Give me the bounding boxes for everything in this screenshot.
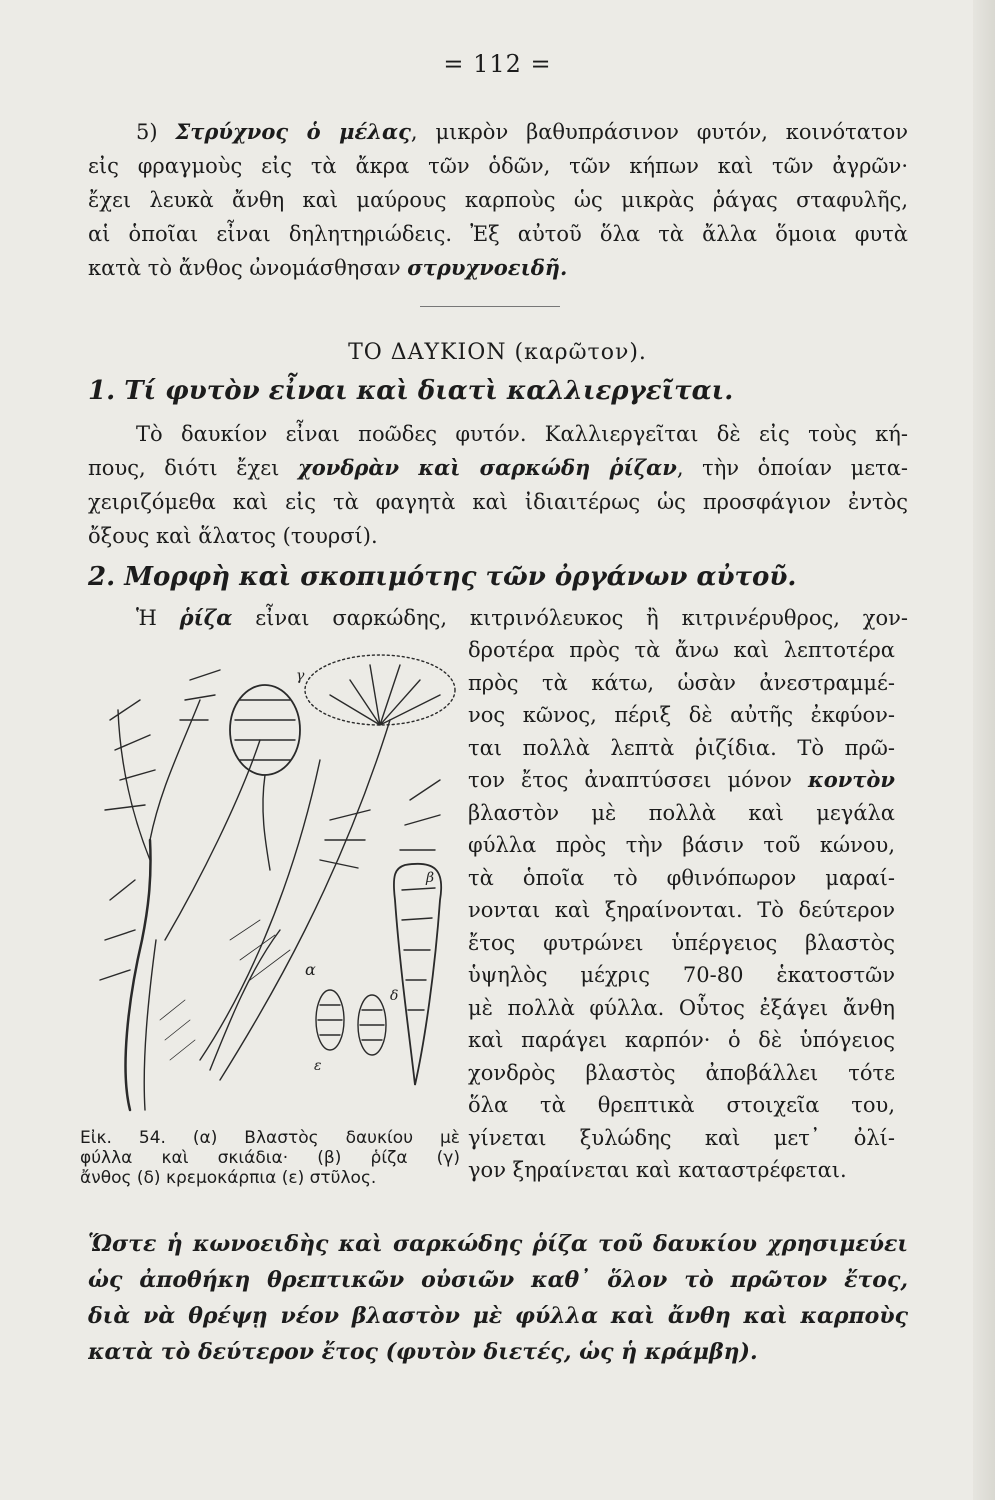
closing-line-3: διὰ νὰ θρέψῃ νέον βλαστὸν μὲ φύλλα καὶ ἄνθη καὶ καρποὺς [88, 1303, 908, 1329]
para3-pre: Ἡ [136, 606, 180, 630]
column-line: φύλλα πρὸς τὴν βάσιν τοῦ κώνου, [468, 833, 895, 857]
para2-line2-pre: πους, διότι ἔχει [88, 456, 298, 480]
caption-line-3: ἄνθος (δ) κρεμοκάρπια (ε) στῦλος. [80, 1168, 377, 1188]
closing-line-1: Ὥστε ἡ κωνοειδὴς καὶ σαρκώδης ῥίζα τοῦ δαυκίου χρησιμεύει [88, 1231, 908, 1257]
figure-label-e: ε [314, 1058, 322, 1074]
column-line: νονται καὶ ξηραίνονται. Τὸ δεύτερον [468, 898, 895, 922]
closing-line-2: ὡς ἀποθήκη θρεπτικῶν οὐσιῶν καθ᾽ ὅλον τὸ πρῶτον ἔτος, [88, 1267, 908, 1293]
figure-label-a: α [305, 960, 316, 979]
emphasized-term: κοντὸν [807, 767, 895, 792]
para1-line1 [136, 116, 908, 148]
closing-line-4: κατὰ τὸ δεύτερον ἔτος (φυτὸν διετές, ὡς ἡ κράμβη). [88, 1339, 758, 1365]
para2-line4: ὄξους καὶ ἅλατος (τουρσί). [88, 524, 378, 548]
column-line: τον ἔτος ἀναπτύσσει μόνον κοντὸν [468, 767, 895, 792]
item-number: 5) [136, 120, 176, 144]
para1-line5-text: κατὰ τὸ ἄνθος ὠνομάσθησαν [88, 256, 408, 280]
column-line: ὑψηλὸς μέχρις 70-80 ἑκατοστῶν [468, 963, 895, 987]
column-line: νος κῶνος, πέριξ δὲ αὐτῆς ἐκφύον- [468, 703, 895, 727]
para1-line4: αἱ ὁποῖαι εἶναι δηλητηριώδεις. Ἐξ αὐτοῦ ὅλα τὰ ἄλλα ὅμοια φυτὰ [88, 222, 908, 246]
para3-post: εἶναι σαρκώδης, κιτρινόλευκος ἢ κιτρινέρυθρος, χον- [232, 606, 908, 630]
figure-label-d: δ [390, 988, 399, 1004]
column-line: ὅλα τὰ θρεπτικὰ στοιχεῖα του, [468, 1093, 895, 1117]
column-line: χονδρὸς βλαστὸς ἀποβάλλει τότε [468, 1060, 895, 1085]
para1-line5 [88, 252, 908, 284]
text-column [468, 634, 895, 1187]
column-line: δροτέρα πρὸς τὰ ἄνω καὶ λεπτοτέρα [468, 638, 895, 662]
column-line: ἔτος φυτρώνει ὑπέργειος βλαστὸς [468, 930, 895, 955]
para2-line3: χειριζόμεθα καὶ εἰς τὰ φαγητὰ καὶ ἰδιαιτέρως ὡς προσφάγιον ἐντὸς [88, 490, 908, 514]
section-divider [420, 306, 560, 307]
heading-1: 1. Τί φυτὸν εἶναι καὶ διατὶ καλλιεργεῖται. [88, 376, 734, 406]
para1-line3: ἔχει λευκὰ ἄνθη καὶ μαύρους καρποὺς ὡς μικρὰς ῥάγας σταφυλῆς, [88, 188, 908, 212]
term-strychnoeide: στρυχνοειδῆ. [407, 255, 568, 280]
para2-line2-post: , τὴν ὁποίαν μετα- [676, 456, 908, 480]
para1-line1-rest: , μικρὸν βαθυπράσινον φυτόν, κοινότατον [410, 120, 908, 144]
figure-caption [80, 1128, 460, 1188]
para3-line1 [136, 602, 908, 634]
column-line: τὰ ὁποῖα τὸ φθινόπωρον μαραί- [468, 865, 895, 890]
figure-label-c: γ [296, 668, 305, 684]
caption-line-2: φύλλα καὶ σκιάδια· (β) ῥίζα (γ) [80, 1148, 460, 1168]
para1-line2: εἰς φραγμοὺς εἰς τὰ ἄκρα τῶν ὁδῶν, τῶν κήπων καὶ τῶν ἀγρῶν· [88, 154, 908, 178]
term-thick-root: χονδρὰν καὶ σαρκώδη ῥίζαν [297, 455, 677, 480]
section-title: ΤΟ ΔΑΥΚΙΟΝ (καρῶτον). [348, 340, 647, 365]
heading-2: 2. Μορφὴ καὶ σκοπιμότης τῶν ὀργάνων αὐτοῦ. [88, 562, 797, 592]
column-line: γον ξηραίνεται καὶ καταστρέφεται. [468, 1158, 847, 1182]
page-gutter-shadow [973, 0, 995, 1500]
term-root: ῥίζα [179, 605, 233, 630]
column-line: ται πολλὰ λεπτὰ ῥιζίδια. Τὸ πρῶ- [468, 735, 895, 760]
term-strychnos: Στρύχνος ὁ μέλας [175, 119, 411, 144]
column-line: βλαστὸν μὲ πολλὰ καὶ μεγάλα [468, 800, 895, 825]
carrot-illustration [90, 640, 458, 1130]
para2-line1: Τὸ δαυκίον εἶναι ποῶδες φυτόν. Καλλιεργεῖται δὲ εἰς τοὺς κή- [136, 422, 908, 446]
caption-line-1: Εἰκ. 54. (α) Βλαστὸς δαυκίου μὲ [80, 1128, 460, 1148]
column-line: καὶ παράγει καρπόν· ὁ δὲ ὑπόγειος [468, 1028, 895, 1052]
page-number: = 112 = [443, 50, 552, 78]
para2-line2 [88, 452, 908, 484]
column-line: μὲ πολλὰ φύλλα. Οὗτος ἐξάγει ἄνθη [468, 995, 895, 1020]
column-line: γίνεται ξυλώδης καὶ μετ᾽ ὀλί- [468, 1125, 895, 1150]
column-line: πρὸς τὰ κάτω, ὡσὰν ἀνεστραμμέ- [468, 670, 895, 695]
figure-label-b: β [426, 870, 435, 886]
